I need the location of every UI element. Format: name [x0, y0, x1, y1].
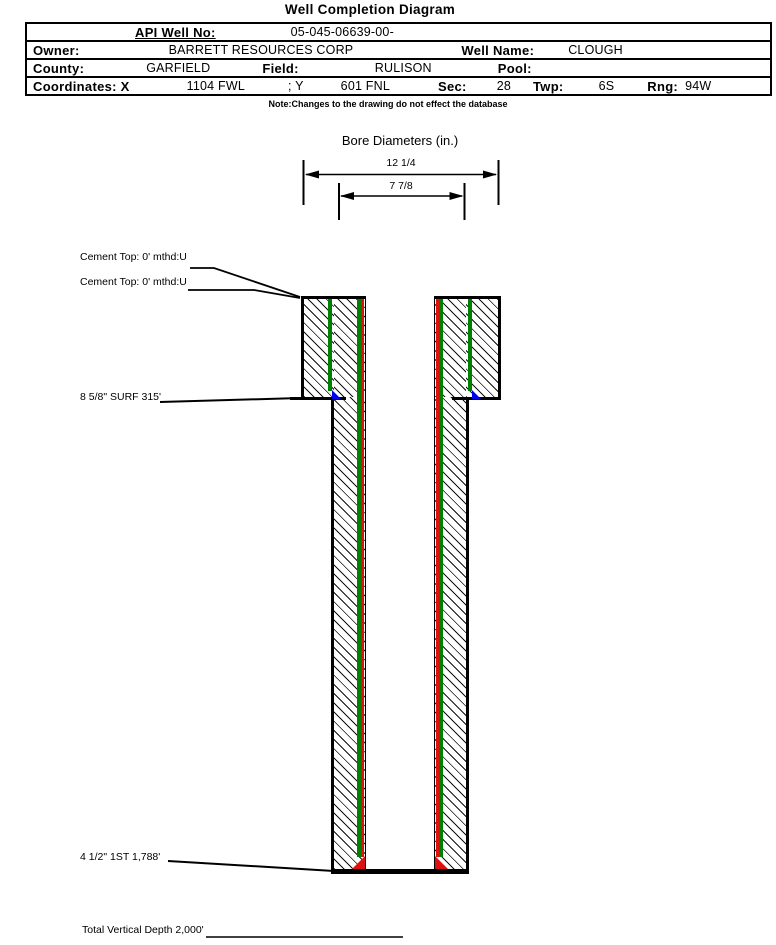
surface-casing-line-right	[468, 299, 472, 391]
total-vertical-depth-label: Total Vertical Depth 2,000'	[82, 924, 204, 936]
well-name-label: Well Name:	[461, 42, 535, 58]
table-row-api	[27, 24, 770, 40]
table-row-owner	[27, 40, 770, 58]
rng-label: Rng:	[647, 78, 679, 94]
cement-top-label-1: Cement Top: 0' mthd:U	[80, 251, 187, 263]
surface-casing-leader	[160, 398, 300, 402]
coordinates-label: Coordinates: X	[33, 78, 130, 94]
field-value: RULISON	[374, 61, 432, 75]
cement-top-label-2: Cement Top: 0' mthd:U	[80, 276, 187, 288]
rng-value: 94W	[685, 79, 712, 93]
header-table	[25, 22, 772, 96]
table-row-county	[27, 58, 770, 76]
owner-label: Owner:	[33, 42, 80, 58]
well-name-value: CLOUGH	[568, 43, 623, 57]
outer-bore-diameter-value: 12 1/4	[386, 157, 416, 169]
sec-value: 28	[496, 79, 511, 93]
county-label: County:	[33, 60, 85, 76]
production-casing-line-right	[439, 299, 443, 857]
api-well-no-value: 05-045-06639-00-	[290, 25, 394, 39]
coordinate-y-label: ; Y	[288, 79, 304, 93]
twp-value: 6S	[598, 79, 615, 93]
database-note: Note:Changes to the drawing do not effect the database	[268, 99, 508, 109]
bore-diameters-title: Bore Diameters (in.)	[341, 133, 459, 148]
production-casing-label: 4 1/2" 1ST 1,788'	[80, 851, 161, 863]
county-value: GARFIELD	[146, 61, 211, 75]
field-label: Field:	[262, 60, 299, 76]
sec-label: Sec:	[438, 78, 467, 94]
pool-label: Pool:	[497, 60, 532, 76]
api-well-no-label: API Well No:	[135, 24, 216, 40]
twp-label: Twp:	[533, 78, 564, 94]
owner-value: BARRETT RESOURCES CORP	[168, 43, 354, 57]
tubing-line-left	[361, 299, 364, 857]
surface-casing-line-left	[328, 299, 332, 391]
table-row-coordinates	[27, 76, 770, 94]
page-title: Well Completion Diagram	[284, 2, 456, 17]
coordinate-x-value: 1104 FWL	[186, 79, 245, 93]
cement-top-leader-1	[190, 268, 300, 297]
production-casing-leader	[168, 861, 334, 871]
cement-top-leader-2	[188, 290, 300, 298]
well-bottom-bar	[331, 869, 469, 874]
inner-bore-diameter-value: 7 7/8	[389, 180, 413, 192]
surface-casing-label: 8 5/8" SURF 315'	[80, 391, 162, 403]
coordinate-y-value: 601 FNL	[340, 79, 391, 93]
